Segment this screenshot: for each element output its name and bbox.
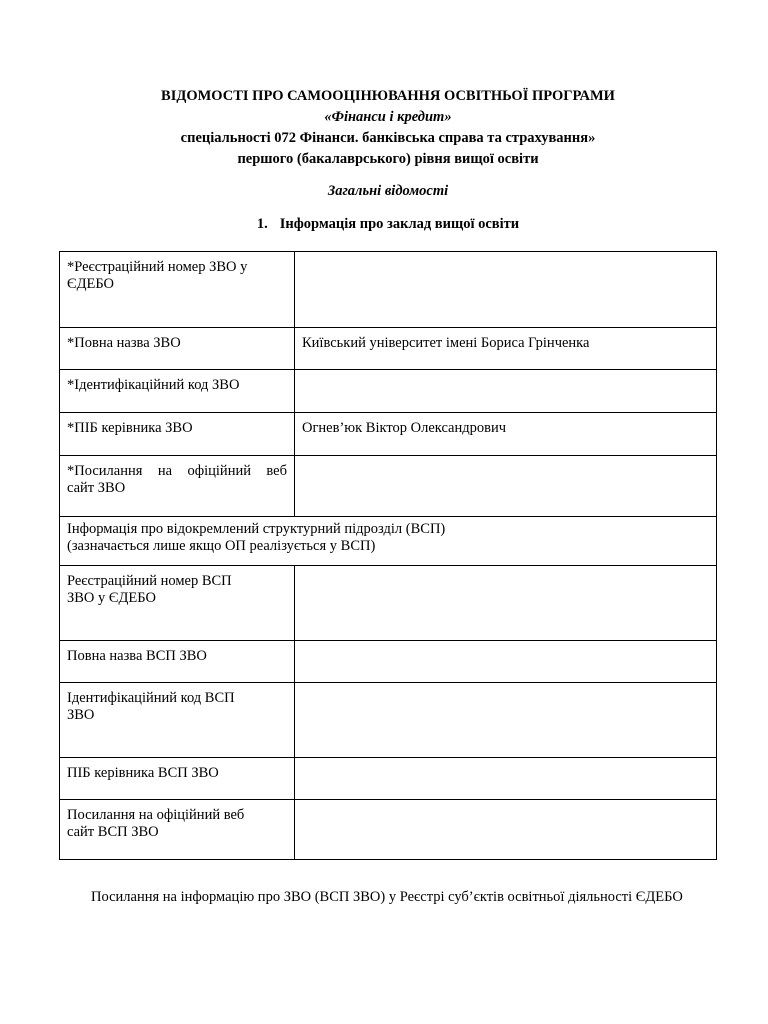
row-label: *Ідентифікаційний код ЗВО [60, 370, 295, 413]
vsp-header-line-2: (зазначається лише якщо ОП реалізується у ВСП) [67, 538, 376, 554]
section-heading [60, 216, 716, 233]
table-row [60, 758, 717, 800]
table-row [60, 566, 717, 641]
table-row [60, 328, 717, 370]
row-label [60, 800, 295, 860]
row-label [60, 456, 295, 517]
row-label: Повна назва ВСП ЗВО [60, 641, 295, 683]
table-row [60, 517, 717, 566]
row-value: Огнев’юк Віктор Олександрович [295, 413, 717, 456]
vsp-header-line-1: Інформація про відокремлений структурний підрозділ (ВСП) [67, 521, 446, 537]
section-number: 1. [256, 216, 268, 232]
row-label-line: ЗВО у ЄДЕБО [67, 590, 156, 606]
row-label-line: сайт ЗВО [67, 480, 126, 496]
vsp-header-cell [60, 517, 717, 566]
row-label-line: сайт ВСП ЗВО [67, 824, 159, 840]
table-row [60, 456, 717, 517]
table-row [60, 252, 717, 328]
table-row [60, 413, 717, 456]
table-row [60, 683, 717, 758]
row-value [295, 252, 717, 328]
title-line-4: першого (бакалаврського) рівня вищої освіти [237, 151, 539, 167]
row-label: ПІБ керівника ВСП ЗВО [60, 758, 295, 800]
section-title: Інформація про заклад вищої освіти [279, 216, 520, 232]
row-value: Київський університет імені Бориса Грінченка [295, 328, 717, 370]
document-title [60, 86, 716, 170]
row-value [295, 456, 717, 517]
row-label-line: ЗВО [67, 707, 95, 723]
row-value [295, 370, 717, 413]
row-value [295, 758, 717, 800]
table-row [60, 800, 717, 860]
row-value [295, 800, 717, 860]
row-value [295, 683, 717, 758]
row-label-line: Реєстраційний номер ВСП [67, 573, 232, 589]
title-line-3: спеціальності 072 Фінанси. банківська справа та страхування» [180, 130, 596, 146]
row-label-line: *Посилання на офіційний веб [67, 463, 287, 479]
row-label: *Повна назва ЗВО [60, 328, 295, 370]
table-row [60, 641, 717, 683]
row-label-line: Посилання на офіційний веб [67, 807, 245, 823]
table-row [60, 370, 717, 413]
row-label-line: Ідентифікаційний код ВСП [67, 690, 235, 706]
row-label [60, 566, 295, 641]
title-line-2: «Фінанси і кредит» [324, 109, 452, 125]
row-value [295, 641, 717, 683]
row-label: *ПІБ керівника ЗВО [60, 413, 295, 456]
title-line-1: ВІДОМОСТІ ПРО САМООЦІНЮВАННЯ ОСВІТНЬОЇ ПРОГРАМИ [161, 88, 615, 104]
general-info-heading: Загальні відомості [327, 183, 449, 199]
row-value [295, 566, 717, 641]
row-label: *Реєстраційний номер ЗВО у ЄДЕБО [60, 252, 295, 328]
institution-info-table [59, 251, 717, 860]
registry-link-paragraph: Посилання на інформацію про ЗВО (ВСП ЗВО) у Реєстрі суб’єктів освітньої діяльності ЄДЕБО [91, 889, 683, 905]
row-label [60, 683, 295, 758]
